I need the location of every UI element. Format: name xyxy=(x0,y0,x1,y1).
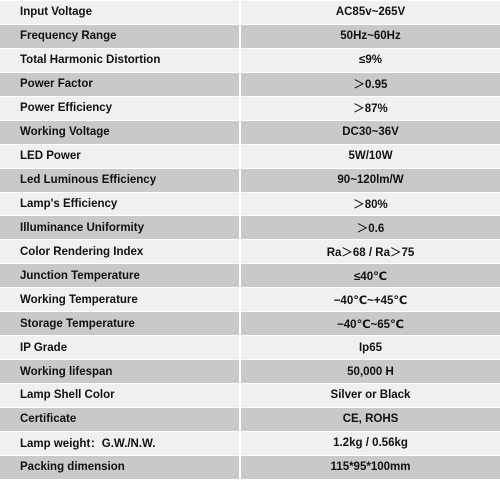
spec-row xyxy=(0,120,500,144)
spec-row xyxy=(0,431,500,455)
spec-row xyxy=(0,96,500,120)
spec-label: Led Luminous Efficiency xyxy=(0,168,240,192)
spec-value: Ra＞68 / Ra＞75 xyxy=(240,240,500,264)
spec-value: DC30~36V xyxy=(240,120,500,144)
spec-value: ＞0.95 xyxy=(240,72,500,96)
spec-value: Ip65 xyxy=(240,336,500,360)
spec-label: Lamp's Efficiency xyxy=(0,192,240,216)
spec-value: 90~120lm/W xyxy=(240,168,500,192)
spec-row xyxy=(0,336,500,360)
spec-label: Lamp weight：G.W./N.W. xyxy=(0,431,240,455)
spec-row xyxy=(0,288,500,312)
spec-label: Power Efficiency xyxy=(0,96,240,120)
spec-row xyxy=(0,1,500,25)
spec-label: Total Harmonic Distortion xyxy=(0,48,240,72)
spec-value: CE, ROHS xyxy=(240,407,500,431)
spec-value: ＞80% xyxy=(240,192,500,216)
spec-row xyxy=(0,144,500,168)
spec-row xyxy=(0,360,500,384)
spec-value: −40℃~+45℃ xyxy=(240,288,500,312)
spec-value: 50,000 H xyxy=(240,360,500,384)
spec-label: Working Voltage xyxy=(0,120,240,144)
spec-label: Working Temperature xyxy=(0,288,240,312)
spec-row xyxy=(0,48,500,72)
spec-label: Illuminance Uniformity xyxy=(0,216,240,240)
spec-value: ≤9% xyxy=(240,48,500,72)
spec-label: Color Rendering Index xyxy=(0,240,240,264)
spec-row xyxy=(0,72,500,96)
spec-value: Silver or Black xyxy=(240,384,500,408)
spec-label: Working lifespan xyxy=(0,360,240,384)
spec-label: Certificate xyxy=(0,407,240,431)
spec-label: Storage Temperature xyxy=(0,312,240,336)
spec-value: 115*95*100mm xyxy=(240,455,500,479)
spec-label: LED Power xyxy=(0,144,240,168)
spec-label: Junction Temperature xyxy=(0,264,240,288)
spec-label: Lamp Shell Color xyxy=(0,384,240,408)
spec-row xyxy=(0,312,500,336)
spec-label: IP Grade xyxy=(0,336,240,360)
spec-value: AC85v~265V xyxy=(240,1,500,25)
spec-row xyxy=(0,24,500,48)
spec-value: 1.2kg / 0.56kg xyxy=(240,431,500,455)
spec-label: Power Factor xyxy=(0,72,240,96)
spec-label: Packing dimension xyxy=(0,455,240,479)
spec-value: ＞0.6 xyxy=(240,216,500,240)
spec-label: Input Voltage xyxy=(0,1,240,25)
spec-row xyxy=(0,384,500,408)
spec-value: −40℃~65℃ xyxy=(240,312,500,336)
spec-row xyxy=(0,264,500,288)
spec-row xyxy=(0,216,500,240)
spec-value: ≤40℃ xyxy=(240,264,500,288)
spec-label: Frequency Range xyxy=(0,24,240,48)
spec-row xyxy=(0,407,500,431)
spec-table-body xyxy=(0,1,500,480)
spec-value: ＞87% xyxy=(240,96,500,120)
spec-value: 5W/10W xyxy=(240,144,500,168)
spec-row xyxy=(0,192,500,216)
spec-value: 50Hz~60Hz xyxy=(240,24,500,48)
spec-row xyxy=(0,240,500,264)
spec-row xyxy=(0,168,500,192)
